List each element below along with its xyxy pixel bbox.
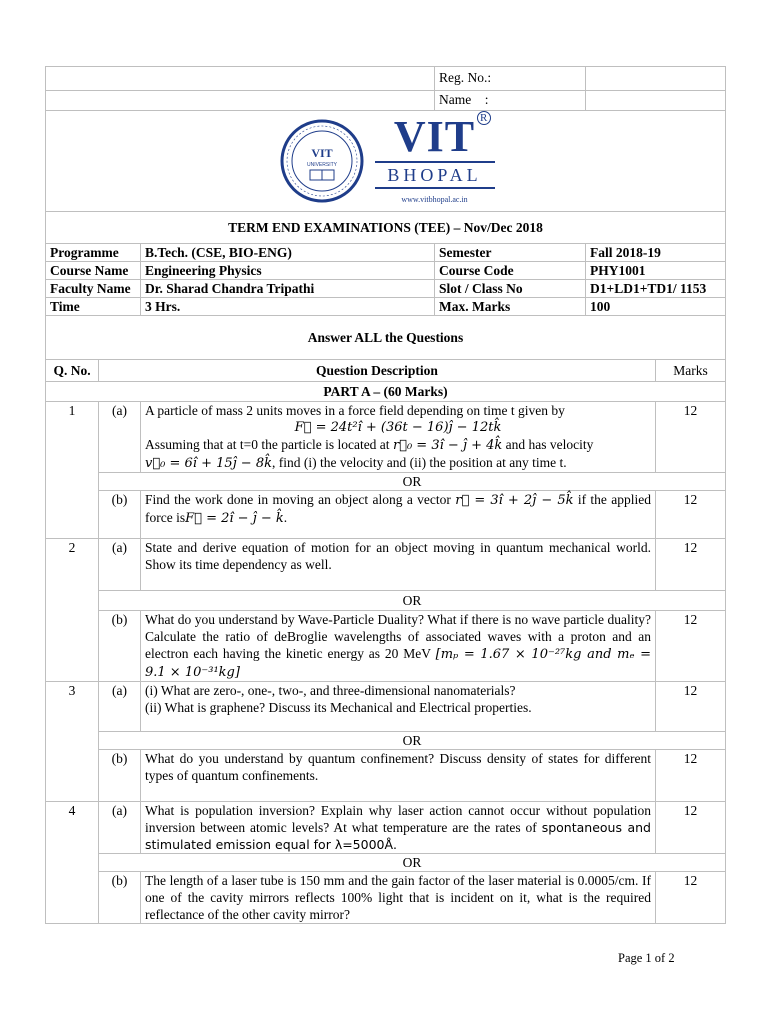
info-label: Time xyxy=(46,298,141,316)
question-row xyxy=(46,872,726,924)
question-text xyxy=(141,682,656,732)
instruction: Answer ALL the Questions xyxy=(46,316,726,360)
question-text: State and derive equation of motion for an object moving in quantum mechanical world. Show its time dependency as well. xyxy=(141,539,656,591)
info-row xyxy=(46,280,726,298)
info-value: B.Tech. (CSE, BIO-ENG) xyxy=(141,244,435,262)
info-label: Slot / Class No xyxy=(435,280,586,298)
info-row xyxy=(46,262,726,280)
university-seal-icon xyxy=(277,117,367,205)
info-value: D1+LD1+TD1/ 1153 xyxy=(586,280,726,298)
question-marks: 12 xyxy=(656,611,726,682)
vit-brand: VIT xyxy=(393,111,476,161)
exam-paper xyxy=(45,66,725,924)
vit-wordmark xyxy=(375,111,495,208)
question-text: What do you understand by quantum confinement? Discuss density of states for different types of quantum confinements. xyxy=(141,750,656,802)
question-marks: 12 xyxy=(656,491,726,539)
reg-field xyxy=(586,67,726,91)
q1a-line2a: Assuming that at t=0 the particle is located at xyxy=(145,437,393,452)
info-label: Max. Marks xyxy=(435,298,586,316)
question-row xyxy=(46,682,726,732)
sub-label: (a) xyxy=(99,802,141,854)
question-marks: 12 xyxy=(656,682,726,732)
q1b-vector-r: r⃗ = 3î + 2ĵ − 5k̂ xyxy=(455,493,574,508)
sub-label: (a) xyxy=(99,402,141,473)
name-label: Name : xyxy=(435,91,586,111)
sub-label: (a) xyxy=(99,539,141,591)
q1a-r0: r⃗₀ = 3î − ĵ + 4k̂ xyxy=(392,438,503,453)
info-value: Fall 2018-19 xyxy=(586,244,726,262)
reg-row xyxy=(46,67,726,91)
or-label: OR xyxy=(99,732,726,750)
vit-logo xyxy=(50,111,721,211)
name-field xyxy=(586,91,726,111)
logo-divider xyxy=(375,161,495,163)
q4a-text: What is population inversion? Explain why laser action cannot occur without population inversion between atomic levels? At what temperature are the rates of xyxy=(145,803,651,835)
question-number: 3 xyxy=(46,682,99,802)
exam-table xyxy=(45,66,726,924)
question-row xyxy=(46,539,726,591)
q1a-line2b: and has velocity xyxy=(502,437,594,452)
or-label: OR xyxy=(99,473,726,491)
title-row xyxy=(46,212,726,244)
q1b-text3: . xyxy=(283,510,288,525)
marks-header: Marks xyxy=(656,360,726,382)
q2b-text: What do you understand by Wave-Particle Duality? What if there is no wave particle duality? Calculate the ratio of deBroglie wavelengths of associated waves with a proton and an electron each having the kinetic energy as 20 MeV xyxy=(145,612,651,661)
column-header-row xyxy=(46,360,726,382)
info-value: 3 Hrs. xyxy=(141,298,435,316)
part-a-heading: PART A – (60 Marks) xyxy=(46,382,726,402)
question-row xyxy=(46,491,726,539)
q1a-v0: v⃗₀ = 6î + 15ĵ − 8k̂ xyxy=(145,456,272,471)
registered-mark: R xyxy=(477,111,491,125)
q1a-line1: A particle of mass 2 units moves in a force field depending on time t given by xyxy=(145,403,565,418)
q1b-text1: Find the work done in moving an object along a vector xyxy=(145,492,456,507)
desc-header: Question Description xyxy=(99,360,656,382)
info-value: 100 xyxy=(586,298,726,316)
or-row xyxy=(46,473,726,491)
or-row xyxy=(46,732,726,750)
qno-header: Q. No. xyxy=(46,360,99,382)
q4a-tail: spontaneous and stimulated emission equal for λ=5000Å. xyxy=(145,820,651,852)
question-row xyxy=(46,611,726,682)
part-row xyxy=(46,382,726,402)
question-text xyxy=(141,611,656,682)
info-row xyxy=(46,298,726,316)
question-marks: 12 xyxy=(656,802,726,854)
q1b-text2: if the applied force is xyxy=(145,492,651,525)
reg-label: Reg. No.: xyxy=(435,67,586,91)
question-number: 1 xyxy=(46,402,99,539)
seal-subtext: UNIVERSITY xyxy=(306,162,337,168)
info-label: Programme xyxy=(46,244,141,262)
question-row xyxy=(46,802,726,854)
logo-row xyxy=(46,111,726,212)
info-label: Faculty Name xyxy=(46,280,141,298)
q3a-line1: (i) What are zero-, one-, two-, and three-dimensional nanomaterials? xyxy=(145,683,516,698)
sub-label: (b) xyxy=(99,491,141,539)
question-number: 4 xyxy=(46,802,99,924)
name-row xyxy=(46,91,726,111)
exam-title: TERM END EXAMINATIONS (TEE) – Nov/Dec 2018 xyxy=(46,212,726,244)
campus-name: BHOPAL xyxy=(387,164,482,185)
q1a-equation: F⃗ = 24t²î + (36t − 16)ĵ − 12tk̂ xyxy=(294,420,502,435)
sub-label: (b) xyxy=(99,611,141,682)
info-value: PHY1001 xyxy=(586,262,726,280)
info-label: Course Name xyxy=(46,262,141,280)
info-label: Semester xyxy=(435,244,586,262)
question-marks: 12 xyxy=(656,402,726,473)
sub-label: (b) xyxy=(99,872,141,924)
info-row xyxy=(46,244,726,262)
info-label: Course Code xyxy=(435,262,586,280)
question-number: 2 xyxy=(46,539,99,682)
or-label: OR xyxy=(99,591,726,611)
seal-text: VIT xyxy=(310,146,333,160)
or-label: OR xyxy=(99,854,726,872)
or-row xyxy=(46,591,726,611)
question-marks: 12 xyxy=(656,539,726,591)
question-row xyxy=(46,402,726,473)
question-marks: 12 xyxy=(656,750,726,802)
question-text xyxy=(141,802,656,854)
info-value: Engineering Physics xyxy=(141,262,435,280)
question-marks: 12 xyxy=(656,872,726,924)
q1b-force: F⃗ = 2î − ĵ − k̂ xyxy=(185,511,284,526)
page-number: Page 1 of 2 xyxy=(618,951,675,965)
website: www.vitbhopal.ac.in xyxy=(401,194,468,204)
question-text: The length of a laser tube is 150 mm and the gain factor of the laser material is 0.0005/cm. If one of the cavity mirrors reflects 100% light that is incident on it, what is the required reflectance of the other cavity mirror? xyxy=(141,872,656,924)
q3a-line2: (ii) What is graphene? Discuss its Mechanical and Electrical properties. xyxy=(145,700,532,715)
sub-label: (a) xyxy=(99,682,141,732)
logo-divider-bottom xyxy=(375,187,495,189)
question-text xyxy=(141,402,656,473)
question-text xyxy=(141,491,656,539)
instruction-row xyxy=(46,316,726,360)
or-row xyxy=(46,854,726,872)
q1a-line3: , find (i) the velocity and (ii) the position at any time t. xyxy=(271,455,567,470)
info-value: Dr. Sharad Chandra Tripathi xyxy=(141,280,435,298)
question-row xyxy=(46,750,726,802)
sub-label: (b) xyxy=(99,750,141,802)
q2b-math: [mₚ = 1.67 × 10⁻²⁷kg and mₑ = 9.1 × 10⁻³¹kg] xyxy=(145,647,652,680)
